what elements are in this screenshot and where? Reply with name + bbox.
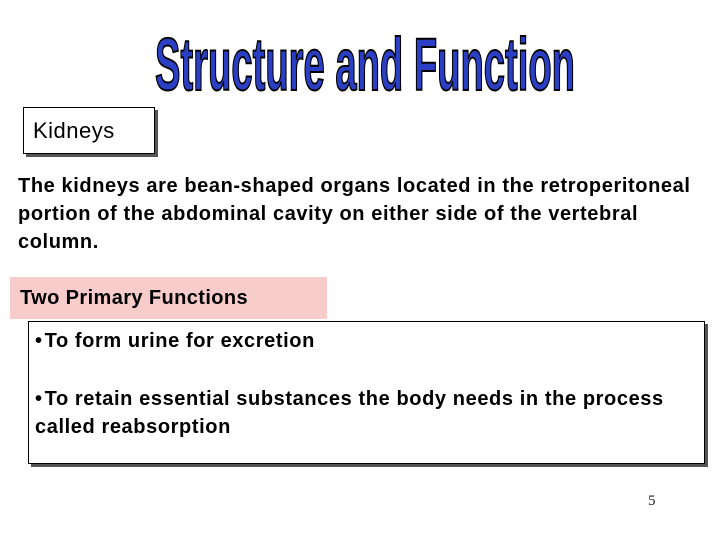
slide-title (150, 16, 580, 102)
functions-label (10, 277, 327, 319)
topic-box (23, 107, 155, 154)
bullet-icon: • (35, 330, 43, 352)
slide-title-text: Structure and Function (155, 23, 575, 102)
function-item-text: To form urine for excretion (44, 330, 315, 352)
bullet-icon: • (35, 388, 43, 410)
intro-paragraph: The kidneys are bean-shaped organs located in the retroperitoneal portion of the abdominal cavity on either side of the vertebral column. (18, 175, 691, 253)
function-item (35, 385, 699, 441)
functions-label-text: Two Primary Functions (20, 287, 249, 309)
functions-box (28, 321, 705, 464)
topic-label: Kidneys (33, 118, 115, 143)
page-number: 5 (648, 493, 656, 509)
function-item-text: To retain essential substances the body needs in the process called reabsorption (35, 388, 664, 438)
function-item (35, 327, 695, 355)
